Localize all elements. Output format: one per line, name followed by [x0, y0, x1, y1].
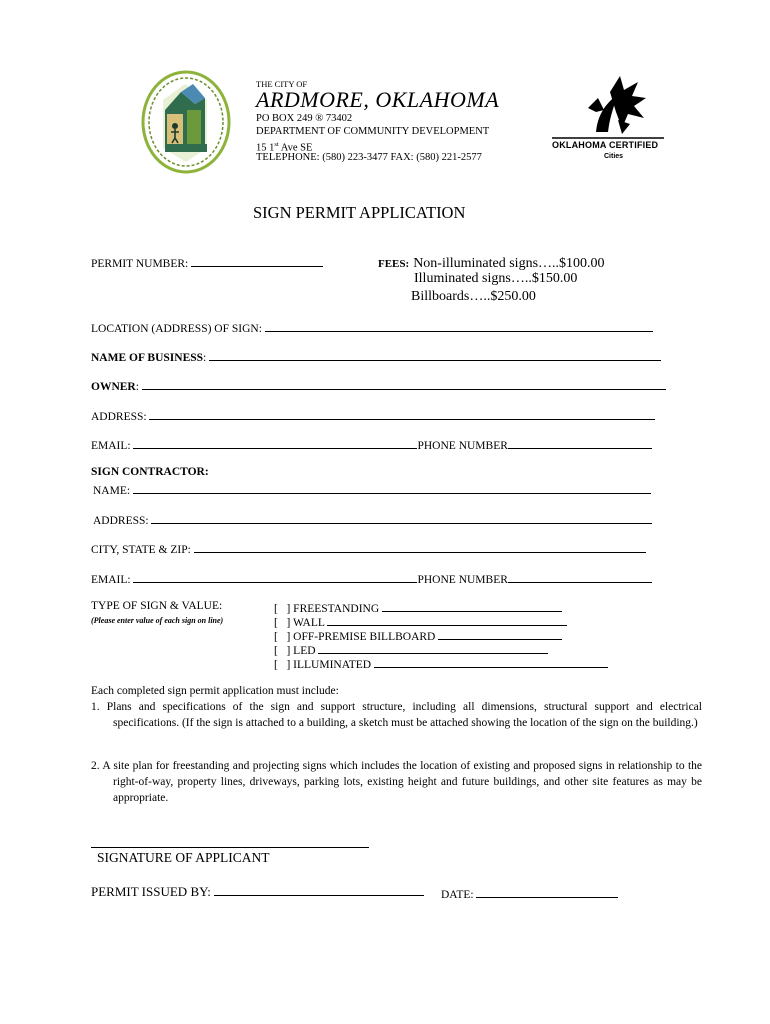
billboard-checkbox[interactable]: [ ] — [274, 631, 291, 643]
contractor-name-row — [93, 482, 651, 497]
led-label: LED — [293, 645, 316, 657]
date-label: DATE: — [441, 889, 474, 901]
illuminated-checkbox[interactable]: [ ] — [274, 659, 291, 671]
permit-number-label: PERMIT NUMBER: — [91, 258, 189, 270]
certified-logo-text: OKLAHOMA CERTIFIED — [552, 140, 659, 150]
contractor-heading-text: SIGN CONTRACTOR — [91, 466, 205, 478]
owner-label: OWNER — [91, 381, 136, 393]
fee-billboards: Billboards…..$250.00 — [411, 289, 536, 304]
city-name-heading: ARDMORE, OKLAHOMA — [256, 87, 500, 112]
location-row — [91, 320, 653, 335]
email-label: EMAIL: — [91, 440, 131, 452]
city-seal-logo — [141, 70, 231, 174]
address-field[interactable] — [149, 408, 655, 420]
sign-option-illuminated — [274, 656, 608, 671]
contractor-address-row — [93, 512, 652, 527]
billboard-label: OFF-PREMISE BILLBOARD — [293, 631, 436, 643]
fee-illuminated: Illuminated signs…..$150.00 — [414, 271, 578, 286]
telephone-fax-line: TELEPHONE: (580) 223-3477 FAX: (580) 221-2577 — [256, 152, 482, 163]
the-city-of-label: THE CITY OF — [256, 79, 308, 89]
oklahoma-certified-cities-logo — [548, 72, 668, 174]
requirement-item-1: 1. Plans and specifications of the sign and support structure, including all dimensions, structural support and electrical specifications. (If the sign is attached to a building, a sketch must be attached showing the location of the sign on the building.) — [91, 701, 702, 729]
date-row — [441, 886, 618, 901]
requirement-item-2: 2. A site plan for freestanding and projecting signs which includes the location of existing and proposed signs in relationship to the right-of-way, property lines, driveways, parking lots, existing height and future buildings, and other site features as may be appropriate. — [91, 760, 702, 804]
signature-line[interactable] — [91, 847, 369, 848]
wall-value-field[interactable] — [327, 614, 567, 626]
street-rest: Ave SE — [278, 142, 313, 154]
illuminated-label: ILLUMINATED — [293, 659, 372, 671]
business-row: NAME OF BUSINESS: — [91, 349, 661, 364]
freestanding-label: FREESTANDING — [293, 603, 380, 615]
sign-option-billboard — [274, 628, 562, 643]
phone-label: PHONE NUMBER — [417, 440, 508, 452]
phone-field[interactable] — [508, 437, 652, 449]
sign-option-wall — [274, 614, 567, 629]
business-label: NAME OF BUSINESS — [91, 352, 204, 364]
contractor-city-field[interactable] — [194, 541, 646, 553]
department-line: DEPARTMENT OF COMMUNITY DEVELOPMENT — [256, 126, 490, 137]
location-label: LOCATION (ADDRESS) OF SIGN: — [91, 323, 262, 335]
email-phone-row — [91, 437, 652, 452]
permit-issued-label: PERMIT ISSUED BY: — [91, 884, 211, 899]
contractor-address-field[interactable] — [151, 512, 652, 524]
requirements-intro: Each completed sign permit application must include: — [91, 685, 339, 697]
contractor-phone-label: PHONE NUMBER — [417, 574, 508, 586]
contractor-address-label: ADDRESS: — [93, 515, 149, 527]
illuminated-value-field[interactable] — [374, 656, 608, 668]
fees-label: FEES — [378, 258, 406, 270]
contractor-name-field[interactable] — [133, 482, 651, 494]
contractor-name-label: NAME: — [93, 485, 131, 497]
business-field[interactable] — [209, 349, 661, 361]
location-field[interactable] — [265, 320, 653, 332]
sign-option-freestanding — [274, 600, 562, 615]
date-field[interactable] — [476, 886, 618, 898]
freestanding-value-field[interactable] — [382, 600, 562, 612]
address-row — [91, 408, 655, 423]
owner-row: OWNER: — [91, 378, 666, 393]
sign-type-label: TYPE OF SIGN & VALUE: — [91, 600, 223, 612]
fee-non-illuminated: Non-illuminated signs…..$100.00 — [413, 256, 605, 271]
certified-logo-graphic — [548, 72, 668, 142]
contractor-city-label: CITY, STATE & ZIP: — [91, 544, 191, 556]
sign-option-led — [274, 642, 548, 657]
street-ordinal: st — [274, 141, 279, 148]
contractor-city-row — [91, 541, 646, 556]
email-field[interactable] — [133, 437, 417, 449]
contractor-phone-field[interactable] — [508, 571, 652, 583]
wall-checkbox[interactable]: [ ] — [274, 617, 291, 629]
led-checkbox[interactable]: [ ] — [274, 645, 291, 657]
street-number: 15 1 — [256, 142, 275, 154]
certified-logo-subtext: Cities — [604, 153, 624, 160]
form-title: SIGN PERMIT APPLICATION — [253, 203, 466, 222]
owner-field[interactable] — [142, 378, 666, 390]
po-box-line: PO BOX 249 ® 73402 — [256, 113, 353, 124]
wall-label: WALL — [292, 617, 325, 629]
contractor-heading: SIGN CONTRACTOR: — [91, 466, 209, 478]
billboard-value-field[interactable] — [438, 628, 562, 640]
contractor-email-field[interactable] — [133, 571, 417, 583]
address-label: ADDRESS: — [91, 411, 147, 423]
contractor-email-phone-row — [91, 571, 652, 586]
permit-issued-row — [91, 884, 424, 900]
permit-number-row — [91, 255, 323, 270]
fees-block: FEES: Non-illuminated signs…..$100.00 — [378, 256, 605, 271]
contractor-email-label: EMAIL: — [91, 574, 131, 586]
sign-type-note: (Please enter value of each sign on line) — [91, 616, 224, 625]
permit-number-field[interactable] — [191, 255, 323, 267]
led-value-field[interactable] — [318, 642, 548, 654]
signature-label: SIGNATURE OF APPLICANT — [97, 850, 270, 865]
permit-issued-field[interactable] — [214, 884, 424, 896]
freestanding-checkbox[interactable]: [ ] — [274, 603, 291, 615]
